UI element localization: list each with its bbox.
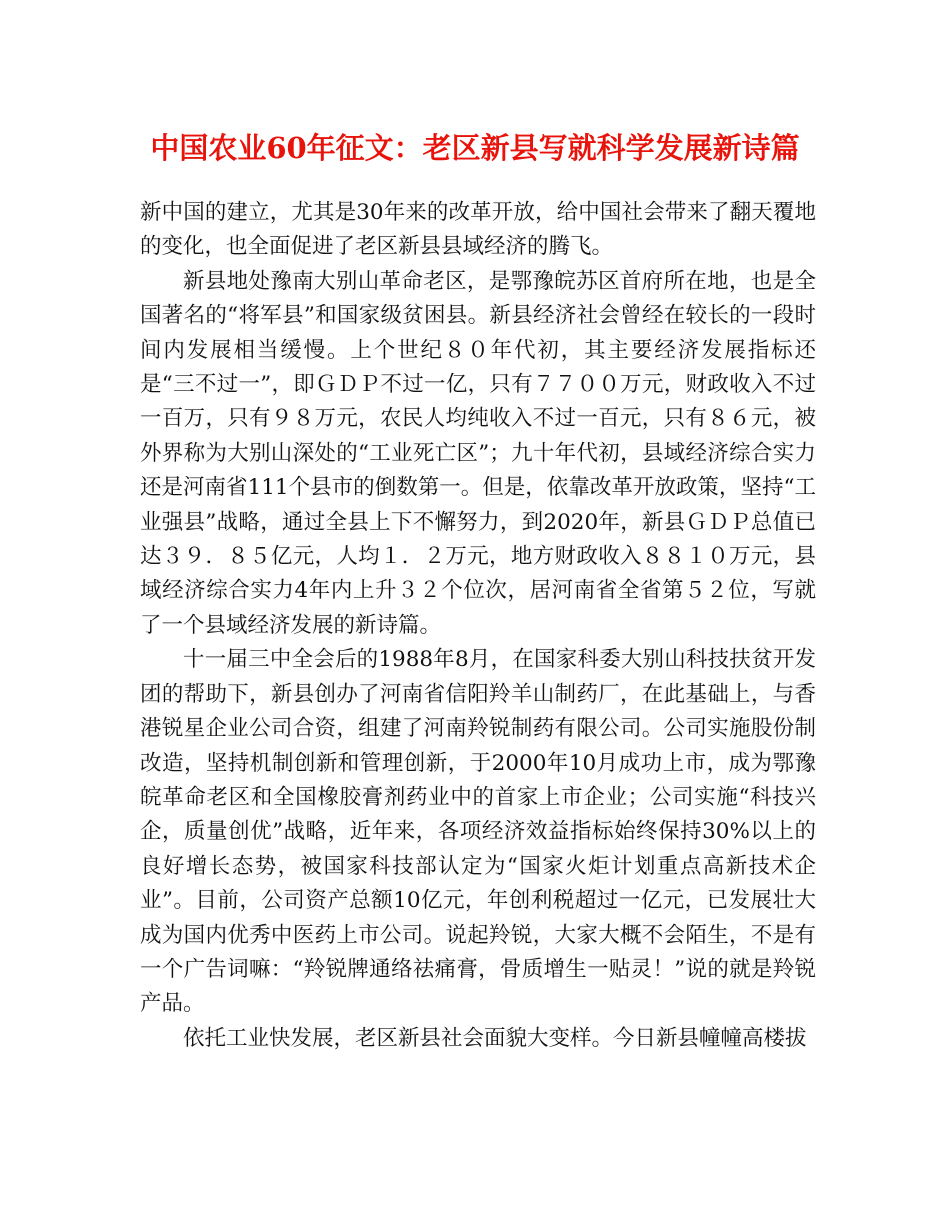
paragraph-4: 依托工业快发展，老区新县社会面貌大变样。今日新县幢幢高楼拔 (183, 1025, 807, 1051)
paragraph-2: 新县地处豫南大别山革命老区，是鄂豫皖苏区首府所在地，也是全国著名的“将军县”和国家级贫困县。新县经济社会曾经在较长的一段时间内发展相当缓慢。上个世纪８０年代初，其主要经济发展指标还是“三不过一”，即ＧＤＰ不过一亿，只有７７００万元，财政收入不过一百万，只有９８万元，农民人均纯收入不过一百元，只有８６元，被外界称为大别山深处的“工业死亡区”；九十年代初，县域经济综合实力还是河南省111个县市的倒数第一。但是，依靠改革开放政策，坚持“工业强县”战略，通过全县上下不懈努力，到2020年，新县ＧＤＰ总值已达３９．８５亿元，人均１．２万元，地方财政收入８８１０万元，县域经济综合实力4年内上升３２个位次，居河南省全省第５２位，写就了一个县域经济发展的新诗篇。 (140, 268, 816, 638)
paragraph-3: 十一届三中全会后的1988年8月，在国家科委大别山科技扶贫开发团的帮助下，新县创办了河南省信阳羚羊山制药厂，在此基础上，与香港锐星企业公司合资，组建了河南羚锐制药有限公司。公司实施股份制改造，坚持机制创新和管理创新，于2000年10月成功上市，成为鄂豫皖革命老区和全国橡胶膏剂药业中的首家上市企业；公司实施“科技兴企，质量创优”战略，近年来，各项经济效益指标始终保持30%以上的良好增长态势，被国家科技部认定为“国家火炬计划重点高新技术企业”。目前，公司资产总额10亿元，年创利税超过一亿元，已发展壮大成为国内优秀中医药上市公司。说起羚锐，大家大概不会陌生，不是有一个广告词嘛：“羚锐牌通络祛痛膏，骨质增生一贴灵！”说的就是羚锐产品。 (140, 647, 816, 1017)
document-body (140, 196, 816, 1056)
document-title: 中国农业60年征文：老区新县写就科学发展新诗篇 (150, 131, 800, 165)
paragraph-1: 新中国的建立，尤其是30年来的改革开放，给中国社会带来了翻天覆地的变化，也全面促进了老区新县县域经济的腾飞。 (140, 200, 816, 260)
